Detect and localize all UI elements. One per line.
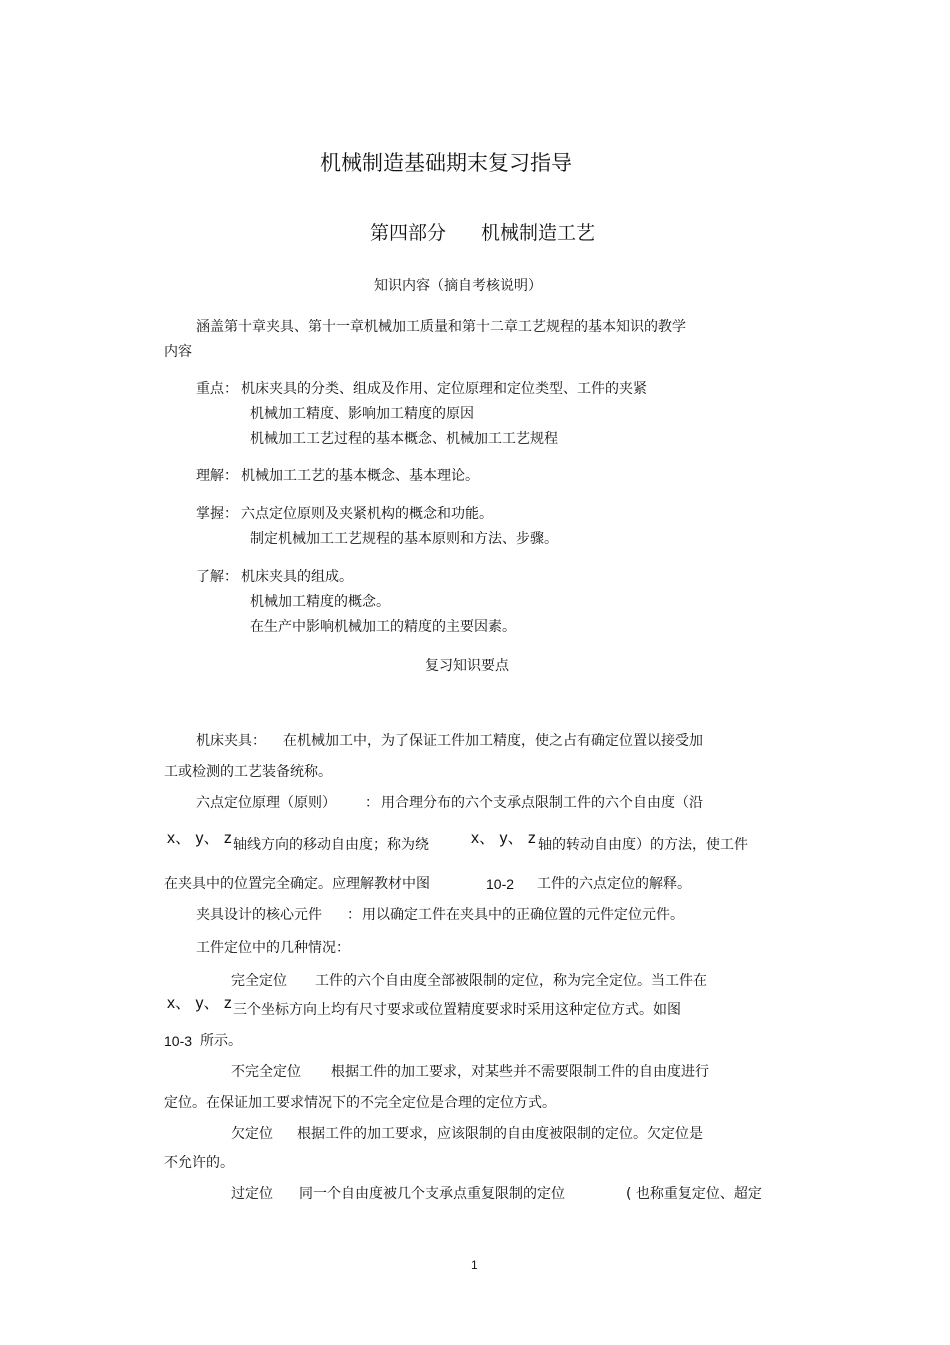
review-heading: 复习知识要点 [425, 658, 509, 674]
over-term: 过定位 [231, 1186, 273, 1202]
intro-line-2: 内容 [164, 344, 192, 360]
complete-line-2: 三个坐标方向上均有尺寸要求或位置精度要求时采用这种定位方式。如图 [233, 1002, 681, 1018]
under-line-2: 不允许的。 [164, 1155, 234, 1171]
incomplete-line-1: 根据工件的加工要求，对某些并不需要限制工件的自由度进行 [331, 1064, 709, 1080]
under-line-1: 根据工件的加工要求，应该限制的自由度被限制的定位。欠定位是 [297, 1126, 703, 1142]
core-element-term: 夹具设计的核心元件 [196, 907, 322, 923]
complete-line-1: 工件的六个自由度全部被限制的定位，称为完全定位。当工件在 [315, 973, 707, 989]
under-term: 欠定位 [231, 1126, 273, 1142]
six-point-line-3a: 在夹具中的位置完全确定。应理解教材中图 [164, 876, 430, 892]
six-point-colon: ： [365, 795, 379, 811]
axes-label: x、 y、 z [167, 830, 232, 847]
core-element-colon: ： [347, 907, 361, 923]
core-element-text: 用以确定工件在夹具中的正确位置的元件定位元件。 [362, 907, 684, 923]
know-item: 机械加工精度的概念。 [250, 594, 390, 610]
figure-ref: 10-3 [164, 1033, 193, 1049]
part-name: 机械制造工艺 [481, 222, 596, 244]
fixture-term: 机床夹具： [196, 733, 266, 749]
six-point-line-1: 用合理分布的六个支承点限制工件的六个自由度（沿 [381, 795, 703, 811]
six-point-line-3b: 工件的六点定位的解释。 [537, 876, 691, 892]
understand-label: 理解： [196, 468, 238, 484]
fixture-line-2: 工或检测的工艺装备统称。 [164, 764, 332, 780]
master-item: 制定机械加工工艺规程的基本原则和方法、步骤。 [250, 531, 558, 547]
axes-label: x、 y、 z [471, 830, 536, 847]
incomplete-line-2: 定位。在保证加工要求情况下的不完全定位是合理的定位方式。 [164, 1095, 556, 1111]
master-label: 掌握： [196, 506, 238, 522]
key-points-label: 重点： [196, 381, 238, 397]
six-point-mid-2: 轴的转动自由度）的方法，使工件 [538, 837, 748, 853]
over-line-2: ( 也称重复定位、超定 [626, 1186, 762, 1202]
fixture-line-1: 在机械加工中，为了保证工件加工精度，使之占有确定位置以接受加 [283, 733, 703, 749]
knowledge-heading: 知识内容（摘自考核说明） [374, 278, 542, 294]
key-point-item: 机床夹具的分类、组成及作用、定位原理和定位类型、工件的夹紧 [241, 381, 647, 397]
know-item: 在生产中影响机械加工的精度的主要因素。 [250, 619, 516, 635]
key-point-item: 机械加工精度、影响加工精度的原因 [250, 406, 474, 422]
know-item: 机床夹具的组成。 [241, 569, 353, 585]
understand-item: 机械加工工艺的基本概念、基本理论。 [241, 468, 479, 484]
figure-ref: 10-2 [486, 876, 515, 892]
know-label: 了解： [196, 569, 238, 585]
page-number: 1 [471, 1258, 478, 1272]
key-point-item: 机械加工工艺过程的基本概念、机械加工工艺规程 [250, 431, 558, 447]
axes-label: x、 y、 z [167, 995, 232, 1012]
over-line-1: 同一个自由度被几个支承点重复限制的定位 [299, 1186, 565, 1202]
page-title: 机械制造基础期末复习指导 [320, 151, 572, 175]
master-item: 六点定位原则及夹紧机构的概念和功能。 [241, 506, 493, 522]
six-point-term: 六点定位原理（原则） [196, 795, 336, 811]
complete-line-3: 所示。 [200, 1033, 242, 1049]
situations-heading: 工件定位中的几种情况： [196, 940, 350, 956]
part-number: 第四部分 [370, 222, 447, 244]
incomplete-term: 不完全定位 [231, 1064, 301, 1080]
six-point-mid-1: 轴线方向的移动自由度；称为绕 [233, 837, 429, 853]
intro-line-1: 涵盖第十章夹具、第十一章机械加工质量和第十二章工艺规程的基本知识的教学 [196, 319, 686, 335]
complete-term: 完全定位 [231, 973, 287, 989]
